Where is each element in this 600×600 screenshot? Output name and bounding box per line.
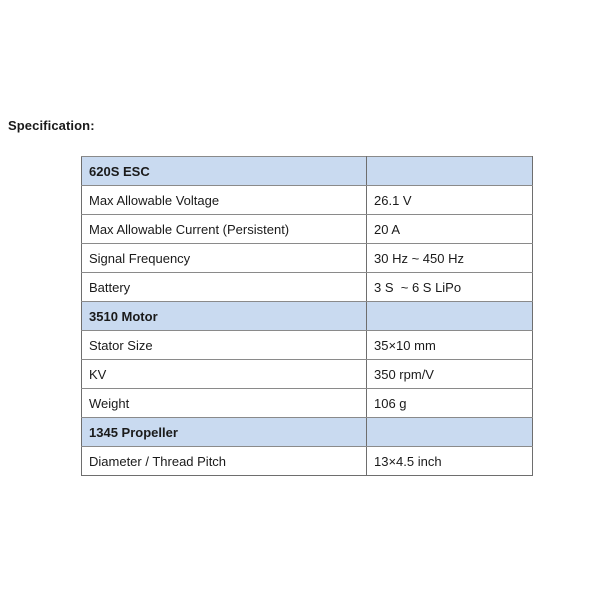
spec-value: 3 S ~ 6 S LiPo <box>367 273 533 302</box>
table-row <box>82 447 533 476</box>
spec-value: 20 A <box>367 215 533 244</box>
section-row-motor <box>82 302 533 331</box>
section-title: 620S ESC <box>82 157 367 186</box>
section-title: 3510 Motor <box>82 302 367 331</box>
spec-label: KV <box>82 360 367 389</box>
spec-value: 13×4.5 inch <box>367 447 533 476</box>
section-value <box>367 418 533 447</box>
spec-label: Battery <box>82 273 367 302</box>
spec-value: 30 Hz ~ 450 Hz <box>367 244 533 273</box>
table-row <box>82 186 533 215</box>
table-row <box>82 273 533 302</box>
spec-label: Diameter / Thread Pitch <box>82 447 367 476</box>
page-heading: Specification: <box>8 118 95 133</box>
section-title: 1345 Propeller <box>82 418 367 447</box>
spec-label: Weight <box>82 389 367 418</box>
section-value <box>367 302 533 331</box>
section-row-propeller <box>82 418 533 447</box>
spec-value: 106 g <box>367 389 533 418</box>
table-row <box>82 244 533 273</box>
spec-value: 350 rpm/V <box>367 360 533 389</box>
table-row <box>82 360 533 389</box>
spec-label: Signal Frequency <box>82 244 367 273</box>
table-row <box>82 331 533 360</box>
spec-label: Stator Size <box>82 331 367 360</box>
table-row <box>82 215 533 244</box>
spec-value: 26.1 V <box>367 186 533 215</box>
spec-label: Max Allowable Voltage <box>82 186 367 215</box>
table-row <box>82 389 533 418</box>
spec-label: Max Allowable Current (Persistent) <box>82 215 367 244</box>
specification-table <box>81 156 533 476</box>
section-row-esc <box>82 157 533 186</box>
spec-value: 35×10 mm <box>367 331 533 360</box>
section-value <box>367 157 533 186</box>
